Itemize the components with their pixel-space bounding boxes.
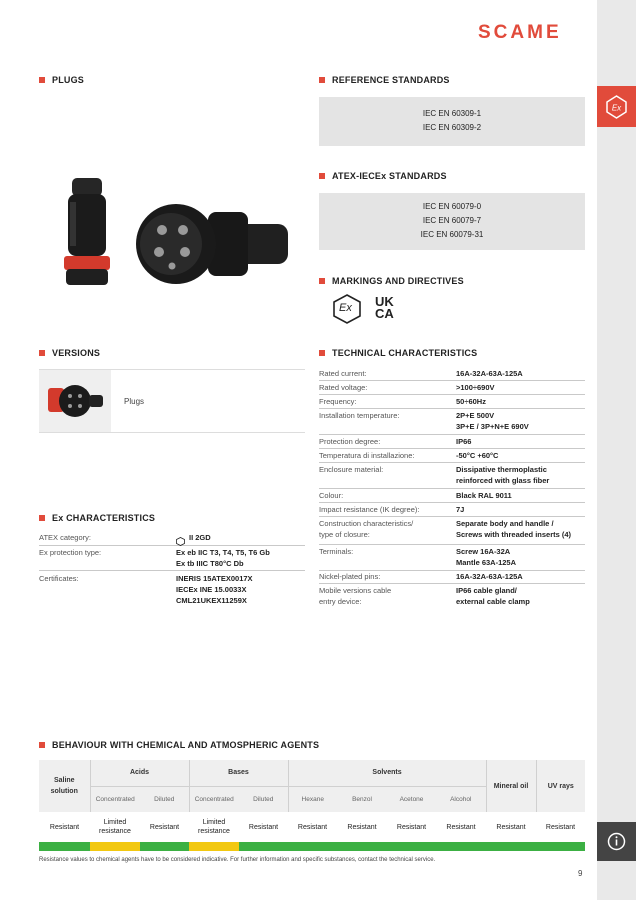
result-color: [39, 842, 90, 851]
result-color: [140, 842, 189, 851]
subheader: Acetone: [399, 795, 424, 803]
header-saline: Saline solution: [39, 760, 90, 812]
result-color: [387, 842, 436, 851]
result-cell: Resistant: [297, 823, 328, 831]
tech-value: 2P+E 500V: [456, 411, 495, 420]
result-cell: Resistant: [496, 823, 526, 831]
result-cell: Resistant: [545, 823, 576, 831]
chemical-table-wrap: [39, 760, 585, 851]
section-title-behaviour: BEHAVIOUR WITH CHEMICAL AND ATMOSPHERIC AGENTS: [39, 740, 319, 750]
tech-value-line2: Mantle 63A-125A: [456, 558, 517, 567]
section-marker: [39, 742, 45, 748]
result-color: [239, 842, 288, 851]
result-color: [189, 842, 239, 851]
ex-section-tab[interactable]: [597, 86, 636, 127]
standard-line: IEC EN 60309-2: [422, 123, 482, 132]
tech-label: Mobile versions cable: [319, 586, 392, 595]
result-color: [288, 842, 337, 851]
tech-label: Construction characteristics/: [319, 519, 414, 528]
ex-value-line2: Ex tb IIIC T80°C Db: [176, 559, 244, 568]
tech-value: -50°C +60°C: [456, 451, 499, 460]
tech-value-line2: Screws with threaded inserts (4): [456, 530, 572, 539]
info-icon: [597, 822, 636, 861]
plug-product-image: [58, 172, 298, 297]
subheader: Concentrated: [194, 795, 234, 803]
tech-value: 50÷60Hz: [456, 397, 486, 406]
result-cell: Resistant: [149, 823, 180, 831]
tech-value: 16A-32A-63A-125A: [456, 369, 523, 378]
result-cell: Limited resistance: [198, 819, 230, 835]
ex-marking-text: Ex: [339, 302, 352, 314]
standard-line: IEC EN 60079-7: [422, 216, 482, 225]
subheader: Alcohol: [436, 786, 486, 812]
result-color-strip: [39, 842, 585, 851]
ex-value: INERIS 15ATEX0017X: [176, 574, 253, 583]
section-title-ex-characteristics: Ex CHARACTERISTICS: [39, 513, 155, 523]
ukca-mark: [375, 296, 415, 320]
result-cell: Resistant: [446, 823, 476, 831]
tech-value: 7J: [456, 505, 465, 514]
side-band: [597, 0, 636, 900]
tech-value: Separate body and handle /: [456, 519, 554, 528]
version-row: [39, 369, 305, 433]
tech-label-line2: type of closure:: [319, 530, 370, 539]
result-cell: Resistant: [49, 823, 80, 831]
section-title-markings: MARKINGS AND DIRECTIVES: [319, 276, 464, 286]
subheader: Concentrated: [95, 795, 135, 803]
ex-tab-icon: [597, 86, 636, 127]
standard-line: IEC EN 60309-1: [422, 109, 482, 118]
standard-line: IEC EN 60079-0: [422, 202, 482, 211]
standard-line: IEC EN 60079-31: [420, 230, 484, 239]
header-mineral-oil: Mineral oil: [486, 760, 536, 812]
ex-table: [39, 530, 305, 638]
tech-value-line2: external cable clamp: [456, 597, 530, 606]
section-marker: [319, 77, 325, 83]
section-marker: [39, 350, 45, 356]
ex-value-line2: IECEx INE 15.0033X: [176, 585, 247, 594]
tech-value-line2: 3P+E / 3P+N+E 690V: [456, 422, 529, 431]
result-color: [486, 842, 536, 851]
info-tab[interactable]: [597, 822, 636, 861]
tech-value: Dissipative thermoplastic: [456, 465, 547, 474]
header-acids: Acids: [90, 760, 189, 786]
tech-label: Nickel-plated pins:: [319, 572, 381, 581]
version-thumbnail: [39, 370, 111, 432]
result-color: [90, 842, 140, 851]
section-title-technical: TECHNICAL CHARACTERISTICS: [319, 348, 477, 358]
tech-value-line2: reinforced with glass fiber: [456, 476, 550, 485]
chemical-table: [39, 760, 585, 851]
page-number: 9: [578, 869, 583, 878]
subheader: Diluted: [140, 786, 189, 812]
header-bases: Bases: [189, 760, 288, 786]
ex-label: Ex protection type:: [39, 548, 102, 557]
section-title-atex-standards: ATEX-IECEx STANDARDS: [319, 171, 447, 181]
tech-label: Rated current:: [319, 369, 367, 378]
version-label: Plugs: [124, 397, 145, 406]
svg-text:Ex: Ex: [611, 103, 622, 113]
tech-value: 16A-32A-63A-125A: [456, 572, 523, 581]
tech-label: Frequency:: [319, 397, 357, 406]
section-marker: [319, 173, 325, 179]
ukca-bottom: CA: [375, 306, 394, 321]
tech-label: Rated voltage:: [319, 383, 368, 392]
ex-marking-icon: [332, 294, 362, 324]
tech-label: Installation temperature:: [319, 411, 400, 420]
subheader: Hexane: [301, 795, 324, 803]
ex-value: Ex eb IIC T3, T4, T5, T6 Gb: [176, 548, 270, 557]
subheader: Diluted: [239, 786, 288, 812]
result-cell: Resistant: [248, 823, 279, 831]
tech-label-line2: entry device:: [319, 597, 362, 606]
section-marker: [39, 515, 45, 521]
tech-label: Colour:: [319, 491, 344, 500]
tech-label: Protection degree:: [319, 437, 381, 446]
section-title-plugs: PLUGS: [39, 75, 84, 85]
tech-value: Screw 16A-32A: [456, 547, 511, 556]
ex-value: II 2GD: [189, 533, 211, 542]
tech-value: >100÷690V: [456, 383, 495, 392]
atex-standards-box: [319, 193, 585, 250]
tech-label: Enclosure material:: [319, 465, 384, 474]
ex-label: Certificates:: [39, 574, 79, 583]
subheader: Benzol: [352, 795, 372, 803]
technical-table: [319, 364, 585, 609]
header-solvents: Solvents: [288, 760, 486, 786]
section-title-versions: VERSIONS: [39, 348, 100, 358]
section-marker: [319, 278, 325, 284]
result-cell: Limited resistance: [99, 819, 131, 835]
tech-label: Terminals:: [319, 547, 354, 556]
section-title-reference-standards: REFERENCE STANDARDS: [319, 75, 450, 85]
section-marker: [39, 77, 45, 83]
result-cell: Resistant: [347, 823, 377, 831]
result-color: [436, 842, 486, 851]
tech-value: IP66 cable gland/: [456, 586, 517, 595]
tech-label: Impact resistance (IK degree):: [319, 505, 420, 514]
tech-value: IP66: [456, 437, 472, 446]
ex-value-line3: CML21UKEX11259X: [176, 596, 247, 605]
ex-label: ATEX category:: [39, 533, 91, 542]
reference-standards-box: [319, 97, 585, 146]
tech-value: Black RAL 9011: [456, 491, 512, 500]
header-uv-rays: UV rays: [547, 782, 574, 790]
tech-label: Temperatura di installazione:: [319, 451, 415, 460]
ex-hexagon-icon: [176, 533, 185, 542]
result-color: [337, 842, 387, 851]
result-cell: Resistant: [396, 823, 427, 831]
ukca-top: UK: [375, 294, 394, 309]
footnote: Resistance values to chemical agents have to be considered indicative. For further information and specific substances, contact the technical service.: [39, 857, 436, 863]
section-marker: [319, 350, 325, 356]
result-color: [536, 842, 585, 851]
brand-logo: SCAME: [478, 22, 562, 43]
